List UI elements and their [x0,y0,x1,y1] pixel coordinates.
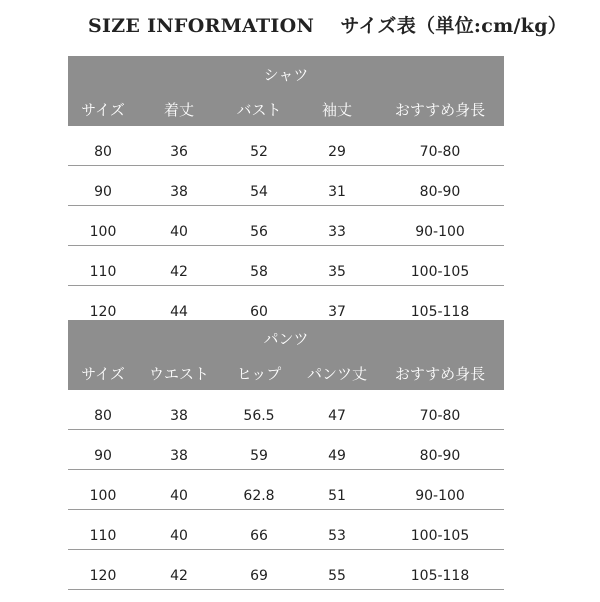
header-cell: おすすめ身長 [394,101,486,119]
header-cell: パンツ丈 [306,365,367,383]
table-cell: 105-118 [410,304,470,320]
shirt-section-title: シャツ [68,56,504,94]
table-cell: 52 [250,144,268,160]
table-cell: 110 [89,528,117,544]
table-row [68,430,504,470]
table-cell: 110 [89,264,117,280]
table-row [68,390,504,430]
table-cell: 56 [250,224,268,240]
header-cell: 袖丈 [321,101,352,119]
header-cell: ヒップ [236,365,282,383]
table-cell: 80 [94,144,112,160]
table-cell: 56.5 [243,408,275,424]
table-cell: 42 [170,264,188,280]
table-row [68,206,504,246]
table-cell: 38 [170,448,188,464]
table-cell: 100-105 [410,264,470,280]
table-cell: 105-118 [410,568,470,584]
table-row [68,246,504,286]
table-cell: 54 [250,184,268,200]
table-cell: 31 [328,184,346,200]
table-row [68,126,504,166]
table-cell: 51 [328,488,346,504]
pants-size-table [68,320,504,590]
table-cell: 35 [328,264,346,280]
table-cell: 40 [170,528,188,544]
table-row [68,550,504,590]
shirt-size-table [68,56,504,326]
table-cell: 40 [170,224,188,240]
table-cell: 47 [328,408,346,424]
page-title: SIZE INFORMATION サイズ表（単位:cm/kg） [88,15,568,37]
table-cell: 59 [250,448,268,464]
shirt-header-row [68,94,504,126]
table-cell: 90-100 [415,488,465,504]
table-row [68,470,504,510]
table-cell: 100 [89,488,117,504]
header-cell: 着丈 [163,101,194,119]
table-cell: 55 [328,568,346,584]
table-cell: 120 [89,568,117,584]
pants-header-row [68,358,504,390]
table-cell: 70-80 [419,408,461,424]
table-cell: 29 [328,144,346,160]
table-cell: 80-90 [419,184,461,200]
table-row [68,166,504,206]
table-cell: 66 [250,528,268,544]
table-cell: 69 [250,568,268,584]
table-cell: 36 [170,144,188,160]
table-cell: 37 [328,304,346,320]
table-cell: 90 [94,184,112,200]
table-cell: 38 [170,408,188,424]
header-cell: バスト [236,101,282,119]
table-cell: 49 [328,448,346,464]
table-cell: 100-105 [410,528,470,544]
table-cell: 60 [250,304,268,320]
header-cell: ウエスト [148,365,209,383]
table-cell: 40 [170,488,188,504]
table-cell: 80-90 [419,448,461,464]
table-cell: 100 [89,224,117,240]
table-cell: 58 [250,264,268,280]
table-cell: 33 [328,224,346,240]
pants-section-title: パンツ [68,320,504,358]
header-cell: おすすめ身長 [394,365,486,383]
table-cell: 90 [94,448,112,464]
table-cell: 70-80 [419,144,461,160]
table-cell: 42 [170,568,188,584]
table-cell: 80 [94,408,112,424]
header-cell: サイズ [81,101,125,119]
table-cell: 53 [328,528,346,544]
table-cell: 120 [89,304,117,320]
table-cell: 38 [170,184,188,200]
table-cell: 62.8 [243,488,275,504]
table-cell: 90-100 [415,224,465,240]
table-row [68,510,504,550]
table-cell: 44 [170,304,188,320]
header-cell: サイズ [81,365,125,383]
